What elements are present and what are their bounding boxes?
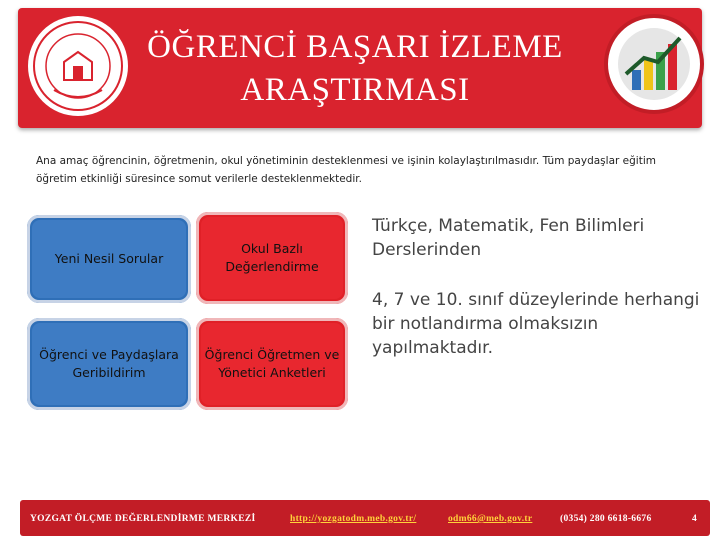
- footer-email-link[interactable]: odm66@meb.gov.tr: [448, 514, 533, 524]
- footer-org: YOZGAT ÖLÇME DEĞERLENDİRME MERKEZİ: [30, 514, 256, 524]
- card-surveys: [196, 318, 348, 410]
- card-label: Yeni Nesil Sorular: [54, 251, 164, 266]
- page-title: [120, 26, 590, 112]
- title-line-1: ÖĞRENCİ BAŞARI İZLEME: [147, 29, 563, 65]
- ministry-seal-icon: [24, 12, 132, 120]
- footer-bar: [20, 500, 710, 536]
- footer-phone: (0354) 280 6618-6676: [560, 514, 652, 524]
- subjects-text: Türkçe, Matematik, Fen Bilimleri Derslerinden: [372, 216, 645, 260]
- card-label: Öğrenci ve Paydaşlara Geribildirim: [39, 347, 179, 380]
- card-label: Öğrenci Öğretmen ve Yönetici Anketleri: [204, 347, 340, 380]
- footer-website-link[interactable]: http://yozgatodm.meb.gov.tr/: [290, 514, 417, 524]
- card-school-based-assessment: [196, 212, 348, 304]
- measurement-center-badge-icon: [604, 12, 704, 116]
- card-label: Okul Bazlı Değerlendirme: [225, 241, 319, 274]
- intro-text: Ana amaç öğrencinin, öğretmenin, okul yönetiminin desteklenmesi ve işinin kolaylaştırılmasıdır. Tüm paydaşlar eğitim öğretim etkinliği süresince somut verilerle desteklenmektedir.: [36, 155, 656, 185]
- grades-text: 4, 7 ve 10. sınıf düzeylerinde herhangi bir notlandırma olmaksızın yapılmaktadır.: [372, 290, 700, 358]
- page-number: 4: [692, 514, 698, 524]
- title-line-2: ARAŞTIRMASI: [240, 72, 470, 108]
- card-feedback: [27, 318, 191, 410]
- card-new-generation-questions: [27, 215, 191, 303]
